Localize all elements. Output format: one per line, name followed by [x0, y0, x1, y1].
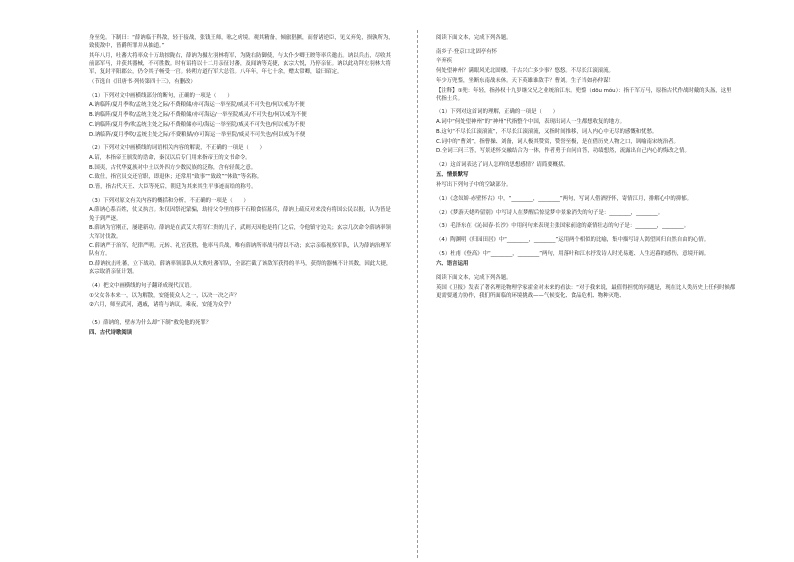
- section-heading: 六、语言运用: [436, 261, 469, 268]
- question-1-option-d: D.讷临阵/夏月季吹/孟统主处之际/不费粮储/亦可海运一举至院/威灵不可失也/何以戒为不便: [89, 131, 306, 138]
- poem-question-2-stem: （2）这首词表达了词人怎样的思想感情？请简要概括。: [436, 161, 569, 168]
- poem-question-1-option-c: C.词中的“曹刘”，指曹操、刘备，词人极其赞赏，赞誉至极，是在借历史人物之口，讽喻南宋统治者。: [436, 138, 679, 145]
- question-3-option-d: D.薛讷抗击吐蕃，立下战功。薛讷率领部队从大败吐蕃军队，全部拦截了该敌军获得的羊马，获得的器械不计其数，因此大捷，玄宗取消亲征计划。: [89, 261, 392, 276]
- passage-source: （节选自《旧唐书·列传第四十三》，有删改）: [89, 79, 196, 86]
- poem-question-1-option-d: D.全词三问三答，写景述怀交融结合为一体，作者勇于自问自答，功绩想然，流露出自己内心的悔改之情。: [436, 148, 690, 155]
- section-intro: 阅读下面文本，完成下列各题。: [436, 275, 512, 282]
- question-4-stem: （4）把文中画横线的句子翻译成现代汉语。: [89, 283, 195, 290]
- section-heading: 五、情景默写: [436, 172, 469, 179]
- question-2-stem: （2）下列对文中画横线的词语相关内容的解说，不正确的一项是（ ）: [89, 145, 265, 152]
- question-4-line-2: ②六月，师至武河，遇戚，诸将与讷议，乘夜，安能为众乎？: [89, 302, 234, 309]
- passage-paragraph: 其年八月，吐蕃大将率众十万劫掠陇右，薛讷为摄左羽林将军，为陇右防御使，与太仆少卿王晙等率兵邀击。讷以兵击，尽收其前部军马，并获其器械，不可胜数。时有诏将以十二月亲征讨蕃，及闻讷等克捷，玄宗大悦，乃停亲征。讷以此功拜左羽林大将军，复封平阳郡公，仍令其子畅受一官。转朔方道行军大总管。八年年，年七十余，赠太常卿，谥曰昭定。: [89, 52, 391, 76]
- passage-paragraph: 身至免。下制曰：“薛讷临于科敌，轻于接战，张钱王师，吆之虏境。观其精备，倾旅猖獗，而督诸逆臣，见义弃免，损孰所为，致使敌中，皆爵所罪并从抽道。”: [89, 35, 394, 50]
- poem-question-1-option-a: A.词中“何处望神州”的“神州”代指整个中国，表现出词人一生都想收复的地方。: [436, 119, 625, 126]
- poem-question-1-option-b: B.这句“不尽长江滚滚流”，不尽长江滚滚流，又指时间推移，词人内心中无尽的感慨和忧愁。: [436, 128, 658, 135]
- question-2-option-d: D.皆，指古代天王、大臣等死后，朝廷为其来其生平事迹而给的称号。: [89, 184, 257, 191]
- left-column: [89, 34, 396, 340]
- section-intro: 补写出下列句子中的空缺部分。: [436, 182, 512, 189]
- question-1-option-c: C.讷临阵/夏月季/吹孟统主处之际/不费粮储亦可/海运一举至院/威灵不可失也/何以戒为不便: [89, 121, 305, 128]
- question-3-option-c: C.薛讷严于治军，纪律严明。元转、礼官获胜，他率马兵战，唯有薛讷所率战马得以不动；玄宗亲临视察军队，认为薛讷治理军队有方。: [89, 243, 391, 258]
- right-column: [436, 34, 736, 302]
- fill-blank-item: （1）《念奴娇·赤壁怀古》中，“________，________”两句，写词人借酒抒怀，寄情江月，排解心中的抑郁。: [436, 196, 692, 203]
- question-2-option-c: C.致仕，指官员交还官职，即退休；还常用“致事”“致政”“休致”等名称。: [89, 174, 263, 181]
- fill-blank-item: （5）杜甫《登高》中“________，________”两句，用落叶和江水抒发诗人时光易逝、人生迟暮的感伤，意境开阔。: [436, 250, 710, 257]
- question-3-stem: （3）下列对原文有关内容的概括和分析，不正确的一项是（ ）: [89, 197, 249, 204]
- question-2-option-a: A.诏，本指帝王颁发的诰命，秦汉以后专门用来指帝王的文书命令。: [89, 154, 251, 161]
- question-1-option-a: A.讷临阵/夏月季吹/孟统主处之际/不费粮储/亦可海运一举至院/威灵不可失也/何以戒为不便: [89, 102, 305, 109]
- section-text: 英国《卫报》发表了著名理论物理学家霍金对未来的看法：“对于我来说，最值得担忧的问题是，现在比人类历史上任何时候都更需要通力协作，我们所面临的环境挑战——气候变化、食品危机、物种灭绝、: [436, 284, 736, 300]
- poem-author: 辛弃疾: [436, 58, 453, 65]
- poem-question-1-stem: （1）下列对这首词的理解，正确的一项是（ ）: [436, 109, 559, 116]
- poem-note: 【注释】①兜：年轻，指孙权十九岁继父兄之业统治江东。兜鍪（dōu móu）：指千军万马，原指古代作战时戴的头盔，这里代指士兵。: [436, 87, 732, 102]
- fill-blank-item: （4）陶渊明《归园田居》中“________，________”运用两个相似的比喻，集中描写诗人渴望回归自然自由的心情。: [436, 237, 710, 244]
- poem-line: 年少万兜鍪，坐断东南战未休。天下英雄谁敌手？曹刘。生子当如孙仲谋！: [436, 77, 614, 84]
- question-4-line-1: ①父女各本来一，以为解散，安能使众人之一，以决一决之声？: [89, 292, 240, 299]
- question-1-option-b: B.讷临阵/夏月季吹/孟统主处之际/不费粮储/亦可海运/一举至院威灵/不可失也/何以戒为不便: [89, 112, 307, 119]
- question-3-option-a: A.薛讷心系百姓，仗义执言。朱仅因祭祀蒙骗，劫持父令里的移干石粮食招募兵，薛讷上疏反对来没有将国公民以报，认为皆是免于到严逐。: [89, 207, 391, 222]
- question-5-stem: （5）薛讷的，壁赤为什么却“下制”救免他的死罪？: [89, 320, 212, 327]
- section-heading: 四、古代诗歌阅读: [89, 330, 133, 337]
- question-1-stem: （1）下列对文中画横线部分的断句，正确的一项是（ ）: [89, 92, 233, 99]
- section-intro: 阅读下面文本，完成下列各题。: [436, 35, 512, 41]
- fill-blank-item: （2）《梦游天姥吟留别》中写诗人在梦醒后惊觉梦中景象消失的句子是：________，________。: [436, 209, 664, 216]
- fill-blank-item: （3）毛泽东在《沁园春·长沙》中用问句来表现主张国家前途的豪情壮志的句子是：________，________。: [436, 223, 690, 230]
- question-2-option-b: B.国夷，古代华夏族对中土以外四方少数民族的泛称，含有轻蔑之意。: [89, 164, 257, 171]
- question-3-option-b: B.薛讷为官刚正，屡建新功。薛讷是在武艾大将军仁贵的儿子，武则天因他是将门之后，令他镇守边关；玄宗几次命令薛讷率领大军讨伐敌。: [89, 225, 391, 240]
- poem-line: 何处望神州？满眼风光北固楼。千古兴亡多少事？悠悠。不尽长江滚滚流。: [436, 68, 614, 75]
- column-divider: [417, 30, 418, 558]
- poem-title: 南乡子·登京口北固亭有怀: [436, 48, 498, 55]
